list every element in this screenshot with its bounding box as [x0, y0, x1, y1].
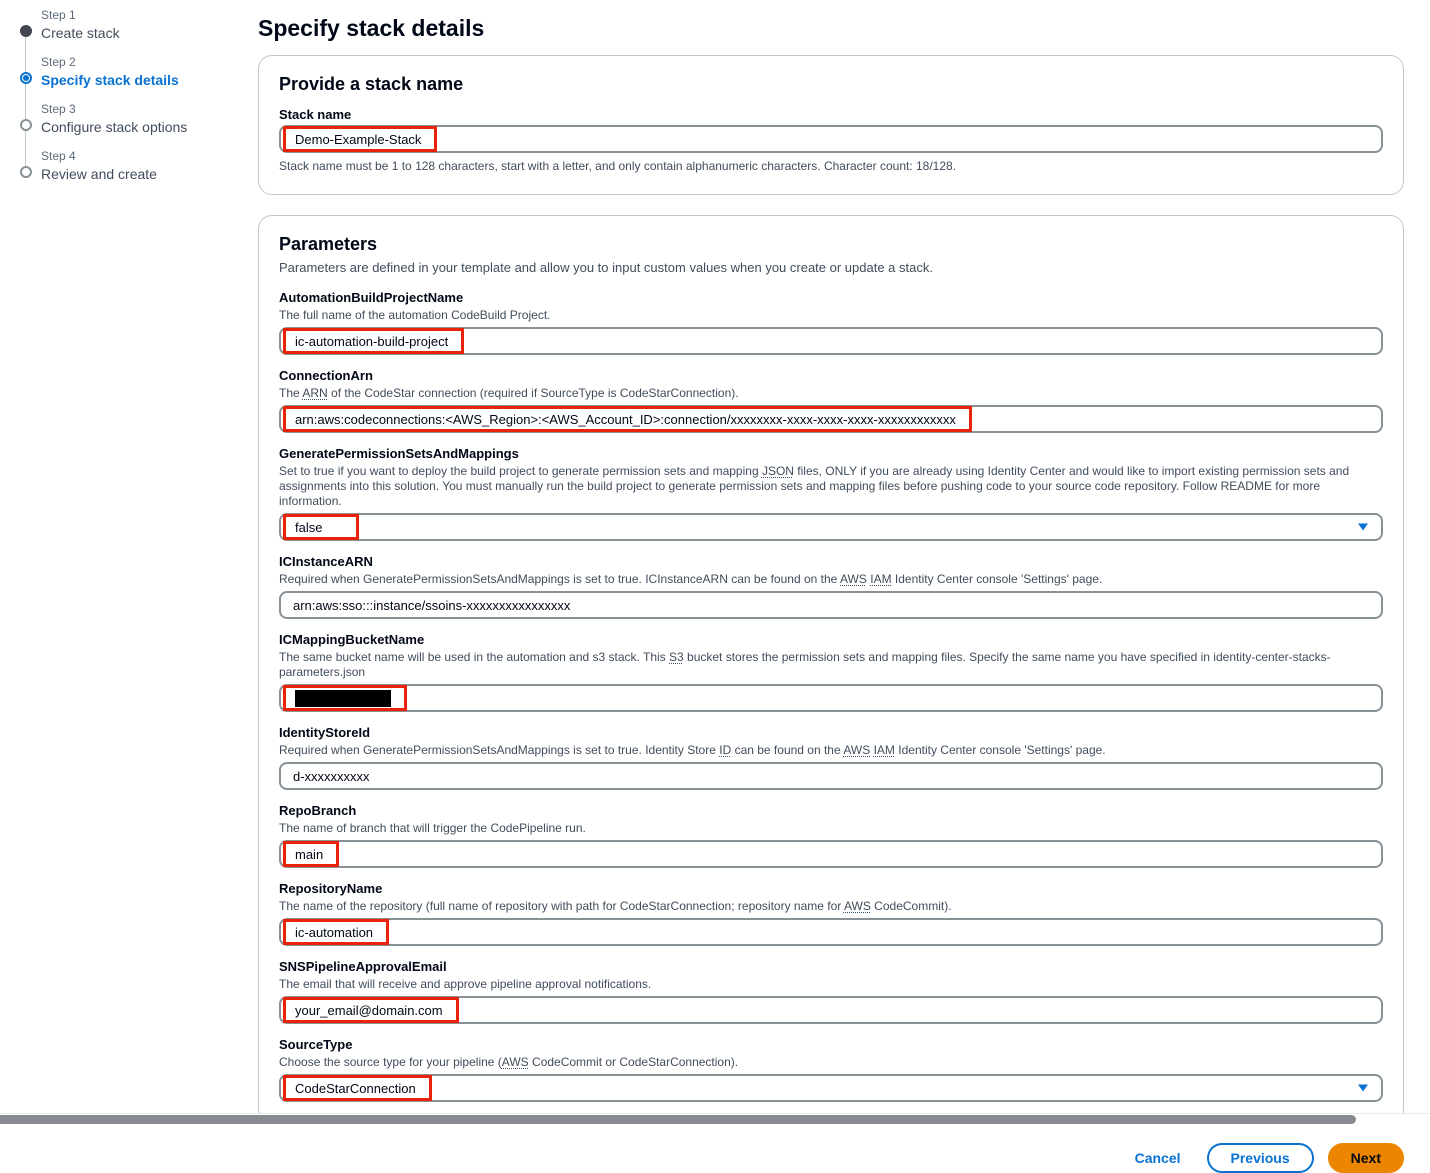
step-item-specify-stack-details: [20, 55, 248, 102]
step-item-create-stack[interactable]: [20, 8, 248, 55]
stack-name-value: Demo-Example-Stack: [295, 131, 422, 147]
step-label: Create stack: [41, 25, 120, 41]
step-label: Specify stack details: [41, 72, 179, 88]
annotation-highlight: your_email@domain.com: [283, 997, 459, 1023]
param-description: Choose the source type for your pipeline (AWS CodeCommit or CodeStarConnection).: [279, 1055, 739, 1069]
automation-build-project-name-input[interactable]: [279, 327, 1383, 355]
annotation-highlight: main: [283, 841, 339, 867]
redacted-value-block: [295, 690, 391, 707]
step-visited-circle-icon: [20, 25, 32, 37]
param-field-ic-instance-arn: [279, 554, 1383, 619]
identity-store-id-input[interactable]: d-xxxxxxxxxx: [279, 762, 1383, 790]
param-field-identity-store-id: [279, 725, 1383, 790]
generate-permission-sets-select[interactable]: [279, 513, 1383, 541]
ic-instance-arn-input[interactable]: arn:aws:sso:::instance/ssoins-xxxxxxxxxxxxxxxx: [279, 591, 1383, 619]
param-field-repository-name: [279, 881, 1383, 946]
param-field-generate-permission-sets-and-mappings: [279, 446, 1383, 541]
param-field-sns-pipeline-approval-email: [279, 959, 1383, 1024]
param-label: IdentityStoreId: [279, 725, 371, 740]
next-button[interactable]: Next: [1328, 1143, 1404, 1173]
horizontal-scrollbar-track[interactable]: [0, 1113, 1430, 1124]
step-number: Step 2: [41, 55, 76, 69]
param-field-connection-arn: [279, 368, 1383, 433]
parameters-heading: Parameters: [279, 234, 378, 254]
wizard-steps-nav: [20, 8, 248, 196]
param-label: RepoBranch: [279, 803, 357, 818]
param-field-repo-branch: [279, 803, 1383, 868]
param-description: Required when GeneratePermissionSetsAndMappings is set to true. Identity Store ID can be found on the AWS IAM Identity Center console 'Settings' page.: [279, 743, 1106, 757]
step-upcoming-circle-icon: [20, 119, 32, 131]
previous-button[interactable]: Previous: [1207, 1143, 1314, 1173]
annotation-highlight: [283, 685, 407, 711]
param-description: The email that will receive and approve pipeline approval notifications.: [279, 977, 652, 991]
param-description: The name of the repository (full name of repository with path for CodeStarConnection; repository name for AWS CodeCommit).: [279, 899, 952, 913]
param-label: AutomationBuildProjectName: [279, 290, 464, 305]
step-label: Configure stack options: [41, 119, 188, 135]
annotation-highlight: arn:aws:codeconnections:<AWS_Region>:<AWS_Account_ID>:connection/xxxxxxxx-xxxx-xxxx-xxxx-xxxxxxxxxxxx: [283, 406, 972, 432]
horizontal-scrollbar-thumb[interactable]: [0, 1115, 1356, 1124]
param-label: ICInstanceARN: [279, 554, 373, 569]
step-item-review-and-create: [20, 149, 248, 196]
chevron-down-icon: [1358, 524, 1368, 531]
param-description: The ARN of the CodeStar connection (required if SourceType is CodeStarConnection).: [279, 386, 739, 400]
param-description: The full name of the automation CodeBuild Project.: [279, 308, 551, 322]
param-field-source-type: [279, 1037, 1383, 1102]
stack-name-card: [258, 55, 1404, 195]
param-label: ICMappingBucketName: [279, 632, 425, 647]
param-description: Required when GeneratePermissionSetsAndMappings is set to true. ICInstanceARN can be found on the AWS IAM Identity Center console 'Settings' page.: [279, 572, 1103, 586]
repo-branch-input[interactable]: [279, 840, 1383, 868]
param-description: The same bucket name will be used in the automation and s3 stack. This S3 bucket stores the permission sets and mapping files. Specify the same name you have specified in identity-center-stacks-parameters.json: [279, 650, 1331, 679]
main-content: [258, 0, 1404, 1173]
param-description: Set to true if you want to deploy the build project to generate permission sets and mapping JSON files, ONLY if you are already using Identity Center and would like to import existing permission sets and assignments into this solution. You must manually run the build project to generate permission sets and mapping files before pushing code to your source code repository. Follow README for more information.: [279, 464, 1350, 508]
param-label: SourceType: [279, 1037, 353, 1052]
stack-name-card-heading: Provide a stack name: [279, 74, 464, 94]
chevron-down-icon: [1358, 1085, 1368, 1092]
param-label: GeneratePermissionSetsAndMappings: [279, 446, 519, 461]
step-label: Review and create: [41, 166, 157, 182]
connection-arn-input[interactable]: [279, 405, 1383, 433]
param-label: RepositoryName: [279, 881, 383, 896]
source-type-select[interactable]: [279, 1074, 1383, 1102]
param-label: ConnectionArn: [279, 368, 373, 383]
step-upcoming-circle-icon: [20, 166, 32, 178]
stack-name-label: Stack name: [279, 107, 352, 122]
step-number: Step 3: [41, 102, 76, 116]
stack-name-hint: Stack name must be 1 to 128 characters, start with a letter, and only contain alphanumeric characters. Character count: 18/128.: [279, 159, 957, 173]
param-field-automation-build-project-name: [279, 290, 1383, 355]
step-active-radio-icon: [20, 72, 32, 84]
annotation-highlight: false: [283, 514, 359, 540]
wizard-footer-actions: [258, 1143, 1404, 1173]
param-field-ic-mapping-bucket-name: [279, 632, 1383, 712]
repository-name-input[interactable]: [279, 918, 1383, 946]
ic-mapping-bucket-name-input[interactable]: [279, 684, 1383, 712]
step-number: Step 1: [41, 8, 76, 22]
parameters-description: Parameters are defined in your template and allow you to input custom values when you create or update a stack.: [279, 260, 933, 275]
annotation-highlight: ic-automation-build-project: [283, 328, 464, 354]
step-number: Step 4: [41, 149, 76, 163]
sns-pipeline-approval-email-input[interactable]: [279, 996, 1383, 1024]
parameters-card: [258, 215, 1404, 1123]
annotation-highlight: [283, 126, 437, 152]
annotation-highlight: ic-automation: [283, 919, 389, 945]
annotation-highlight: CodeStarConnection: [283, 1075, 432, 1101]
param-description: The name of branch that will trigger the CodePipeline run.: [279, 821, 586, 835]
step-item-configure-stack-options: [20, 102, 248, 149]
stack-name-input[interactable]: [279, 125, 1383, 153]
page-title: Specify stack details: [258, 15, 485, 41]
cancel-button[interactable]: Cancel: [1134, 1150, 1181, 1166]
param-label: SNSPipelineApprovalEmail: [279, 959, 447, 974]
